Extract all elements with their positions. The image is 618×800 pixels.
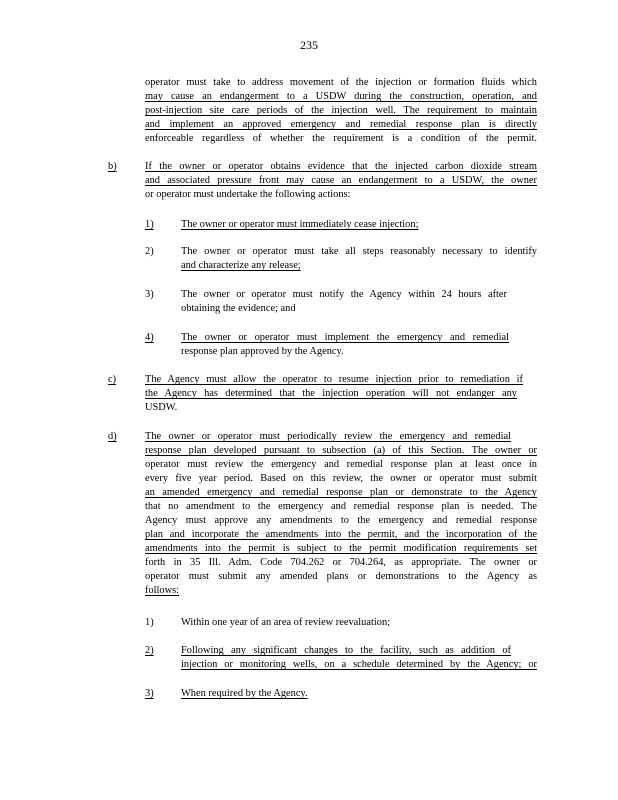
subsection-d-line: an amended emergency and remedial response plan or demonstrate to the Agency: [145, 487, 537, 498]
subsection-c-paragraph: [145, 373, 537, 415]
subsection-d-line: Agency must approve any amendments to the emergency and remedial response: [145, 515, 537, 526]
d-item-3-line: When required by the Agency.: [181, 688, 308, 699]
subsection-c-line: The Agency must allow the operator to resume injection prior to remediation if: [145, 374, 523, 385]
subsection-d-line: that no amendment to the emergency and remedial response plan is needed. The: [145, 501, 537, 512]
intro-line: may cause an endangerment to a USDW during the construction, operation, and: [145, 91, 537, 102]
subsection-d-marker: d): [108, 431, 117, 442]
intro-line: operator must take to address movement of the injection or formation fluids which: [145, 77, 537, 88]
subsection-b-line: If the owner or operator obtains evidence that the injected carbon dioxide stream: [145, 161, 537, 172]
d-item-3: [181, 687, 537, 701]
subsection-d-line: plan and incorporate the amendments into the permit, and the incorporation of the: [145, 529, 537, 540]
subsection-d-line: amendments into the permit is subject to the permit modification requirements set: [145, 543, 537, 554]
subsection-c-line: USDW.: [145, 402, 178, 413]
subsection-c-marker: c): [108, 374, 117, 385]
subsection-d-line: response plan developed pursuant to subsection (a) of this Section. The owner or: [145, 445, 537, 456]
subsection-d-line: operator must review the emergency and remedial response plan at least once in: [145, 459, 537, 470]
d-item-3-marker: 3): [145, 688, 154, 699]
intro-line: post-injection site care periods of the injection well. The requirement to maintain: [145, 105, 537, 116]
b-item-1-marker: 1): [145, 219, 154, 230]
subsection-d-line: follows:: [145, 585, 180, 596]
b-item-3: [181, 288, 537, 316]
d-item-2-line: Following any significant changes to the facility, such as addition of: [181, 645, 511, 656]
d-item-2: [181, 644, 537, 672]
intro-paragraph: [145, 76, 537, 146]
b-item-2-marker: 2): [145, 246, 154, 257]
subsection-b-marker: b): [108, 161, 117, 172]
d-item-1: [181, 616, 537, 630]
subsection-d-line: every five year period. Based on this review, the owner or operator must submit: [145, 473, 537, 484]
b-item-3-marker: 3): [145, 289, 154, 300]
subsection-d-line: operator must submit any amended plans or demonstrations to the Agency as: [145, 571, 537, 582]
b-item-1: [181, 218, 537, 232]
subsection-b-paragraph: [145, 160, 537, 202]
b-item-4-marker: 4): [145, 332, 154, 343]
subsection-b-line: or operator must undertake the following actions:: [145, 189, 351, 200]
d-item-1-marker: 1): [145, 617, 154, 628]
d-item-2-line: injection or monitoring wells, on a schedule determined by the Agency; or: [181, 659, 537, 670]
b-item-4: [181, 331, 537, 359]
subsection-d-paragraph: [145, 430, 537, 598]
b-item-4-line: response plan approved by the Agency.: [181, 346, 344, 357]
b-item-3-line: The owner or operator must notify the Agency within 24 hours after: [181, 289, 507, 300]
subsection-c-line: the Agency has determined that the injection operation will not endanger any: [145, 388, 517, 399]
d-item-2-marker: 2): [145, 645, 154, 656]
b-item-2-line: and characterize any release;: [181, 260, 301, 271]
intro-line: and implement an approved emergency and remedial response plan is directly: [145, 119, 537, 130]
subsection-d-line: forth in 35 Ill. Adm. Code 704.262 or 704.264, as appropriate. The owner or: [145, 557, 537, 568]
page-number: 235: [300, 38, 318, 52]
b-item-2: [181, 245, 537, 273]
d-item-1-line: Within one year of an area of review reevaluation;: [181, 617, 391, 628]
intro-line: enforceable regardless of whether the requirement is a condition of the permit.: [145, 133, 537, 144]
b-item-4-line: The owner or operator must implement the emergency and remedial: [181, 332, 509, 343]
b-item-2-line: The owner or operator must take all steps reasonably necessary to identify: [181, 246, 537, 257]
b-item-3-line: obtaining the evidence; and: [181, 303, 296, 314]
subsection-b-line: and associated pressure front may cause an endangerment to a USDW, the owner: [145, 175, 537, 186]
subsection-d-line: The owner or operator must periodically review the emergency and remedial: [145, 431, 511, 442]
b-item-1-line: The owner or operator must immediately cease injection;: [181, 219, 419, 230]
